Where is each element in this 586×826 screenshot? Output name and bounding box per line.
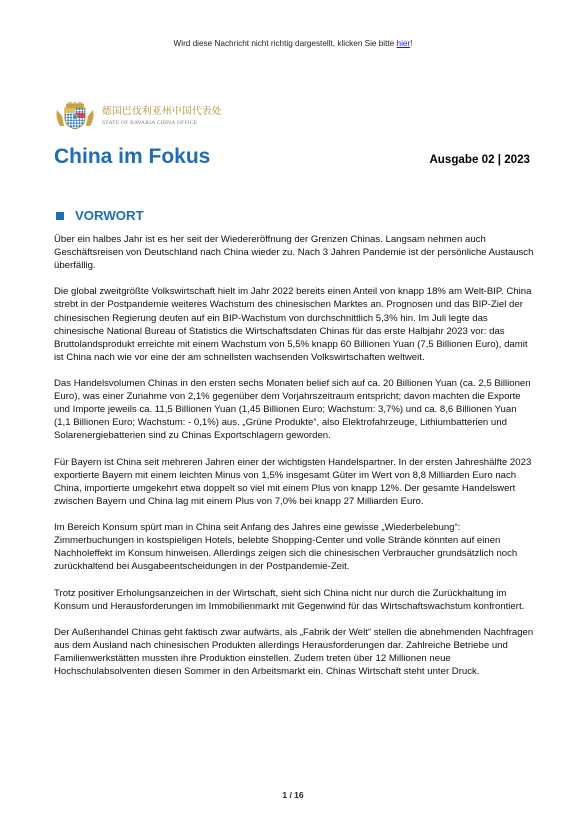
paragraph: Für Bayern ist China seit mehreren Jahren einer der wichtigsten Handelspartner. In der ersten Jahreshälfte 2023 exportierte Bayern mit einem leichten Minus von 1,5% insgesamt Güter im Wert von 8,8 Milliarden Euro nach China, importierte umgekehrt etwa doppelt so viel mit einem Plus von knapp 12%. Der gesamte Handelswert zwischen Bayern und China lag mit einem Plus von 7,0% bei knapp 27 Milliarden Euro. (54, 456, 532, 507)
paragraph: Trotz positiver Erholungsanzeichen in der Wirtschaft, sieht sich China nicht nur durch die Zurückhaltung im Konsum und Herausforderungen im Immobilienmarkt mit Gegenwind für das Wirtschaftswachstum konfrontiert. (54, 587, 525, 612)
paragraph: Über ein halbes Jahr ist es her seit der Wiedereröffnung der Grenzen Chinas. Langsam nehmen auch Geschäftsreisen von Deutschland nach China wieder zu. Nach 3 Jahren Pandemie ist der persönliche Austausch überfällig. (54, 234, 534, 272)
web-version-link[interactable]: hier (396, 39, 411, 48)
display-notice-text: Wird diese Nachricht nicht richtig dargestellt, klicken Sie bitte (173, 39, 397, 48)
office-name-chinese: 德国巴伐利亚州中国代表处 (102, 105, 222, 117)
paragraph: Das Handelsvolumen Chinas in den ersten sechs Monaten belief sich auf ca. 20 Billionen Yuan (ca. 2,5 Billionen Euro), was einer Zunahme von 2,1% gegenüber dem Vorjahrszeitraum entspricht; davon machten die Exporte und Importe jeweils ca. 11,5 Billionen Yuan (1,45 Billionen Euro; Wachstum: 3,7%) und ca. 8,6 Billionen Yuan (1,1 Billionen Euro; Wachstum: - 0,1%) aus. „Grüne Produkte“, also Elektrofahrzeuge, Lithiumbatterien und Solarenergiebatterien sind zu Chinas Exportschlagern geworden. (54, 378, 531, 442)
display-notice-suffix: ! (410, 39, 413, 48)
bavarian-coat-of-arms-icon (54, 102, 96, 130)
section-title: VORWORT (75, 208, 144, 223)
office-name-english: STATE OF BAVARIA CHINA OFFICE (102, 119, 198, 126)
display-notice (0, 39, 586, 48)
bullet-square-icon (56, 212, 64, 220)
page-number: 1 / 16 (282, 790, 304, 800)
office-logo (54, 102, 222, 130)
section-heading (54, 208, 144, 223)
paragraph: Die global zweitgrößte Volkswirtschaft hielt im Jahr 2022 bereits einen Anteil von knapp 18% am Welt-BIP. China strebt in der Postpandemie weiteres Wachstum des chinesischen Marktes an. Prognosen und das BIP-Ziel der chinesischen Regierung deuten auf ein BIP-Wachstum von durchschnittlich 5,3% hin. Im Juli legte das chinesische National Bureau of Statistics die Wirtschaftsdaten Chinas für das erste Halbjahr 2023 vor: das Bruttolandsprodukt erreichte mit einem Wachstum von 5,5% knapp 60 Billionen Yuan (7,5 Billionen Euro), damit ist China nach wie vor eine der am schnellsten wachsenden Volkswirtschaften weltweit. (54, 286, 532, 363)
article-body (54, 233, 534, 691)
issue-number: Ausgabe 02 | 2023 (429, 153, 530, 166)
paragraph: Der Außenhandel Chinas geht faktisch zwar aufwärts, als „Fabrik der Welt“ stellen die abnehmenden Nachfragen aus dem Ausland nach chinesischen Produkten allerdings Herausforderungen dar. Zahlreiche Betriebe und Familienwerkstätten mussten ihre Produktion einstellen. Zudem treten über 12 Millionen neue Hochschulabsolventen diesen Sommer in den Arbeitsmarkt ein. Chinas Wirtschaft steht unter Druck. (54, 626, 534, 678)
paragraph: Im Bereich Konsum spürt man in China seit Anfang des Jahres eine gewisse „Wiederbelebung“: Zimmerbuchungen in kostspieligen Hotels, belebte Shopping-Center und volle Strände könnten auf einen Nachholeffekt im Konsum hinweisen. Allerdings zeigen sich die chinesischen Verbraucher grundsätzlich noch zurückhaltend bei Ausgabeentscheidungen in der Postpandemie-Zeit. (54, 522, 518, 573)
newsletter-title: China im Fokus (54, 145, 211, 168)
